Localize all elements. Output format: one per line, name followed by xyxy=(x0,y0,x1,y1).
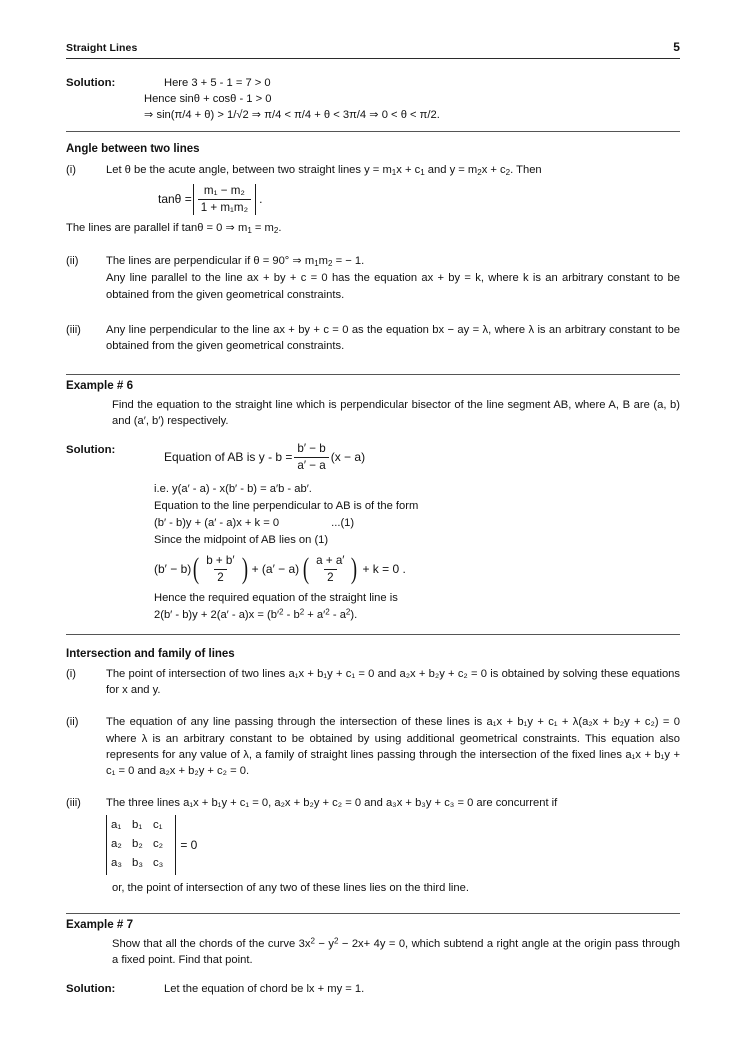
ex7-post: − 2x+ 4y = 0, which subtend a right angle at the origin pass through a fixed point. Find that point. xyxy=(112,937,681,966)
ex6-line-6 xyxy=(154,607,680,624)
determinant-wrap xyxy=(106,815,197,875)
determinant-row-1 xyxy=(110,816,172,835)
ex6-frac-2-num: a + a′ xyxy=(316,554,345,568)
angle-item-i xyxy=(66,162,680,178)
angle-i-sub-1: 1 xyxy=(391,167,397,177)
angle-i-sub-2: 1 xyxy=(420,167,425,177)
tan-lhs: tanθ = xyxy=(158,192,192,207)
example-6-working xyxy=(154,481,680,624)
angle-i-mid-2: and y = m xyxy=(424,163,478,176)
ex7-solution-line: Let the equation of chord be lx + my = 1. xyxy=(164,982,365,995)
example-6-solution-row xyxy=(66,442,680,473)
det-cell-b3: b₃ xyxy=(131,857,143,870)
right-paren-2-icon: ) xyxy=(351,552,358,586)
eq-ab-num: b′ − b xyxy=(297,442,326,456)
parallel-pre: The lines are parallel if tanθ = 0 ⇒ m xyxy=(66,221,248,234)
determinant-block xyxy=(106,815,680,875)
example-6-solution-lead xyxy=(154,442,680,473)
angle-ii-pre: The lines are perpendicular if θ = 90° ⇒ m xyxy=(106,254,315,267)
ex6-midpoint-equation xyxy=(154,554,680,585)
left-paren-2-icon: ( xyxy=(303,552,310,586)
ex6-line-3 xyxy=(154,515,680,532)
ex6-eq-p1: (b′ − b) xyxy=(154,562,192,577)
solution-1-line-1: Here 3 + 5 - 1 = 7 > 0 xyxy=(164,77,271,89)
eq-ab-fraction xyxy=(294,442,328,473)
det-cell-a3: a₃ xyxy=(111,857,122,870)
parallel-sub-2: 2 xyxy=(273,225,279,235)
ex6-frac-2-den: 2 xyxy=(324,569,336,585)
left-paren-1-icon: ( xyxy=(193,552,200,586)
ex6-line-3-ref: ...(1) xyxy=(331,517,355,530)
eq-ab-den: a′ − a xyxy=(294,457,328,473)
solution-1-line-3: ⇒ sin(π/4 + θ) > 1/√2 ⇒ π/4 < π/4 + θ < 3π/4 ⇒ 0 < θ < π/2. xyxy=(144,108,440,121)
header-title: Straight Lines xyxy=(66,42,138,54)
section-heading-intersection: Intersection and family of lines xyxy=(66,647,235,660)
solution-block-1 xyxy=(66,75,680,92)
ex6-midpoint-equation-inner xyxy=(154,554,406,585)
example-7-solution-text xyxy=(154,981,680,997)
solution-body-1 xyxy=(154,75,680,92)
tan-numerator: m₁ − m₂ xyxy=(203,184,245,197)
angle-item-iii-text: Any line perpendicular to the line ax + by + c = 0 as the equation bx − ay = λ, where λ is an arbitrary constant to be obtained from the given geometrical constraints. xyxy=(106,323,680,352)
eq-ab-lead: Equation of AB is y - b = xyxy=(164,450,293,465)
tan-fraction xyxy=(198,184,251,215)
angle-ii-sub-2: 2 xyxy=(328,258,333,268)
det-cell-a1: a₁ xyxy=(111,818,122,831)
running-header xyxy=(66,40,680,58)
tan-trailing: . xyxy=(259,192,263,207)
example-7-solution-row xyxy=(66,981,680,998)
angle-parallel-note xyxy=(66,221,680,237)
ex6-l6-post: ). xyxy=(350,608,358,621)
angle-i-sub-3: 2 xyxy=(477,167,482,177)
formula-tan-theta xyxy=(158,184,680,215)
angle-ii-line-1 xyxy=(106,253,680,270)
ex6-l6-m3: - a xyxy=(329,608,346,621)
angle-i-post: . Then xyxy=(510,163,542,176)
intersection-item-i-text: The point of intersection of two lines a₁x + b₁y + c₁ = 0 and a₂x + b₂y + c₂ = 0 is obtained by solving these equations for x and y. xyxy=(106,667,680,697)
ex6-l6-sup-3: 2 xyxy=(325,607,330,617)
angle-ii-line-2: Any line parallel to the line ax + by + c = 0 has the equation ax + by = k, where k is an arbitrary constant to be obtained from the given geometrical constraints. xyxy=(106,271,680,301)
formula-tan-theta-inner xyxy=(158,184,262,215)
determinant-row-3 xyxy=(110,854,172,873)
ex6-line-1: i.e. y(a′ - a) - x(b′ - b) = a′b - ab′. xyxy=(154,483,312,496)
ex6-frac-1 xyxy=(203,554,237,585)
angle-item-i-text xyxy=(106,162,680,178)
det-cell-b1: b₁ xyxy=(131,818,143,831)
ex6-line-4: Since the midpoint of AB lies on (1) xyxy=(154,534,329,547)
determinant-rhs: = 0 xyxy=(180,837,198,852)
eq-ab-tail: (x − a) xyxy=(330,450,366,465)
intersection-item-iii xyxy=(66,795,680,811)
list-marker-iii: (iii) xyxy=(66,323,81,336)
list-marker-i: (i) xyxy=(66,163,76,176)
angle-i-sub-4: 2 xyxy=(505,167,511,177)
ex6-line-5: Hence the required equation of the straight line is xyxy=(154,591,398,604)
parallel-post: . xyxy=(278,221,282,234)
determinant-bars xyxy=(106,815,176,875)
equation-of-ab xyxy=(154,442,365,473)
ex7-sup-1: 2 xyxy=(310,936,315,946)
intersection-item-ii-text: The equation of any line passing through the intersection of these lines is a₁x + b₁y + c₁ + λ(a₂x + b₂y + c₂) = 0 where λ is an arbitrary constant to be obtained by using additional geometrical constraints. This equation also represents for any value of λ, a family of straight lines passing through the intersection of the fixed lines a₁x + b₁y + c₁ = 0 and a₂x + b₂y + c₂ = 0. xyxy=(106,716,680,778)
example-7-heading: Example # 7 xyxy=(66,917,134,931)
det-cell-c3: c₃ xyxy=(152,857,164,870)
angle-i-pre: Let θ be the acute angle, between two straight lines y = m xyxy=(106,163,392,176)
example-6-statement: Find the equation to the straight line which is perpendicular bisector of the line segment AB, where A, B are (a, b) and (a′, b′) respectively. xyxy=(112,399,680,428)
example-7-solution-label: Solution: xyxy=(66,982,116,995)
angle-i-mid-1: x + c xyxy=(396,163,421,176)
intersection-iii-after: or, the point of intersection of any two of these lines lies on the third line. xyxy=(112,881,469,894)
angle-item-ii xyxy=(66,253,680,304)
ex6-l6-pre: 2(b′ - b)y + 2(a′ - a)x = (b′ xyxy=(154,608,280,621)
example-6-heading: Example # 6 xyxy=(66,379,134,393)
angle-ii-mid: m xyxy=(318,254,328,267)
ex7-m1: − y xyxy=(314,937,334,950)
ex6-line-2: Equation to the line perpendicular to AB is of the form xyxy=(154,500,419,513)
ex6-line-3-eq: (b′ - b)y + (a′ - a)x + k = 0 xyxy=(154,517,280,530)
intersection-item-i xyxy=(66,666,680,698)
ex6-l6-sup-4: 2 xyxy=(345,607,351,617)
section-heading-angle: Angle between two lines xyxy=(66,142,200,155)
intersection-marker-ii: (ii) xyxy=(66,716,79,729)
solution-1-line-2: Hence sinθ + cosθ - 1 > 0 xyxy=(144,93,272,106)
ex6-l6-m1: - b xyxy=(283,608,300,621)
ex6-l6-m2: + a′ xyxy=(304,608,326,621)
solution-label: Solution: xyxy=(66,77,116,89)
intersection-item-iii-text: The three lines a₁x + b₁y + c₁ = 0, a₂x + b₂y + c₂ = 0 and a₃x + b₃y + c₃ = 0 are concurrent if xyxy=(106,797,558,810)
angle-item-ii-text xyxy=(106,253,680,304)
abs-bars xyxy=(193,184,256,215)
intersection-marker-i: (i) xyxy=(66,667,76,680)
det-cell-a2: a₂ xyxy=(111,837,122,850)
parallel-mid: = m xyxy=(251,221,274,234)
det-cell-c1: c₁ xyxy=(152,818,163,831)
ex7-sup-2: 2 xyxy=(333,936,339,946)
ex6-eq-p2: + (a′ − a) xyxy=(251,562,300,577)
intersection-marker-iii: (iii) xyxy=(66,797,81,810)
ex6-l6-sup-1: 2 xyxy=(279,607,284,617)
determinant-table xyxy=(110,816,172,874)
angle-i-mid-3: x + c xyxy=(481,163,506,176)
ex6-l6-sup-2: 2 xyxy=(299,607,305,617)
ex7-pre: Show that all the chords of the curve 3x xyxy=(112,937,311,950)
angle-item-iii xyxy=(66,322,680,354)
ex6-frac-2 xyxy=(313,554,347,585)
page-content xyxy=(66,40,680,997)
det-cell-b2: b₂ xyxy=(131,837,143,850)
det-cell-c2: c₂ xyxy=(152,837,164,850)
ex6-frac-1-num: b + b′ xyxy=(206,554,235,568)
angle-ii-post: = − 1. xyxy=(332,254,365,267)
example-6-solution-label: Solution: xyxy=(66,444,116,457)
ex6-eq-p3: + k = 0 . xyxy=(362,562,406,577)
tan-denominator: 1 + m₁m₂ xyxy=(198,199,251,215)
determinant-row-2 xyxy=(110,835,172,854)
example-7-statement xyxy=(112,937,680,969)
list-marker-ii: (ii) xyxy=(66,254,79,267)
angle-ii-sub-1: 1 xyxy=(314,258,319,268)
parallel-sub-1: 1 xyxy=(247,225,252,235)
intersection-item-ii xyxy=(66,714,680,779)
page-number: 5 xyxy=(673,40,680,54)
right-paren-1-icon: ) xyxy=(241,552,248,586)
ex6-frac-1-den: 2 xyxy=(214,569,226,585)
